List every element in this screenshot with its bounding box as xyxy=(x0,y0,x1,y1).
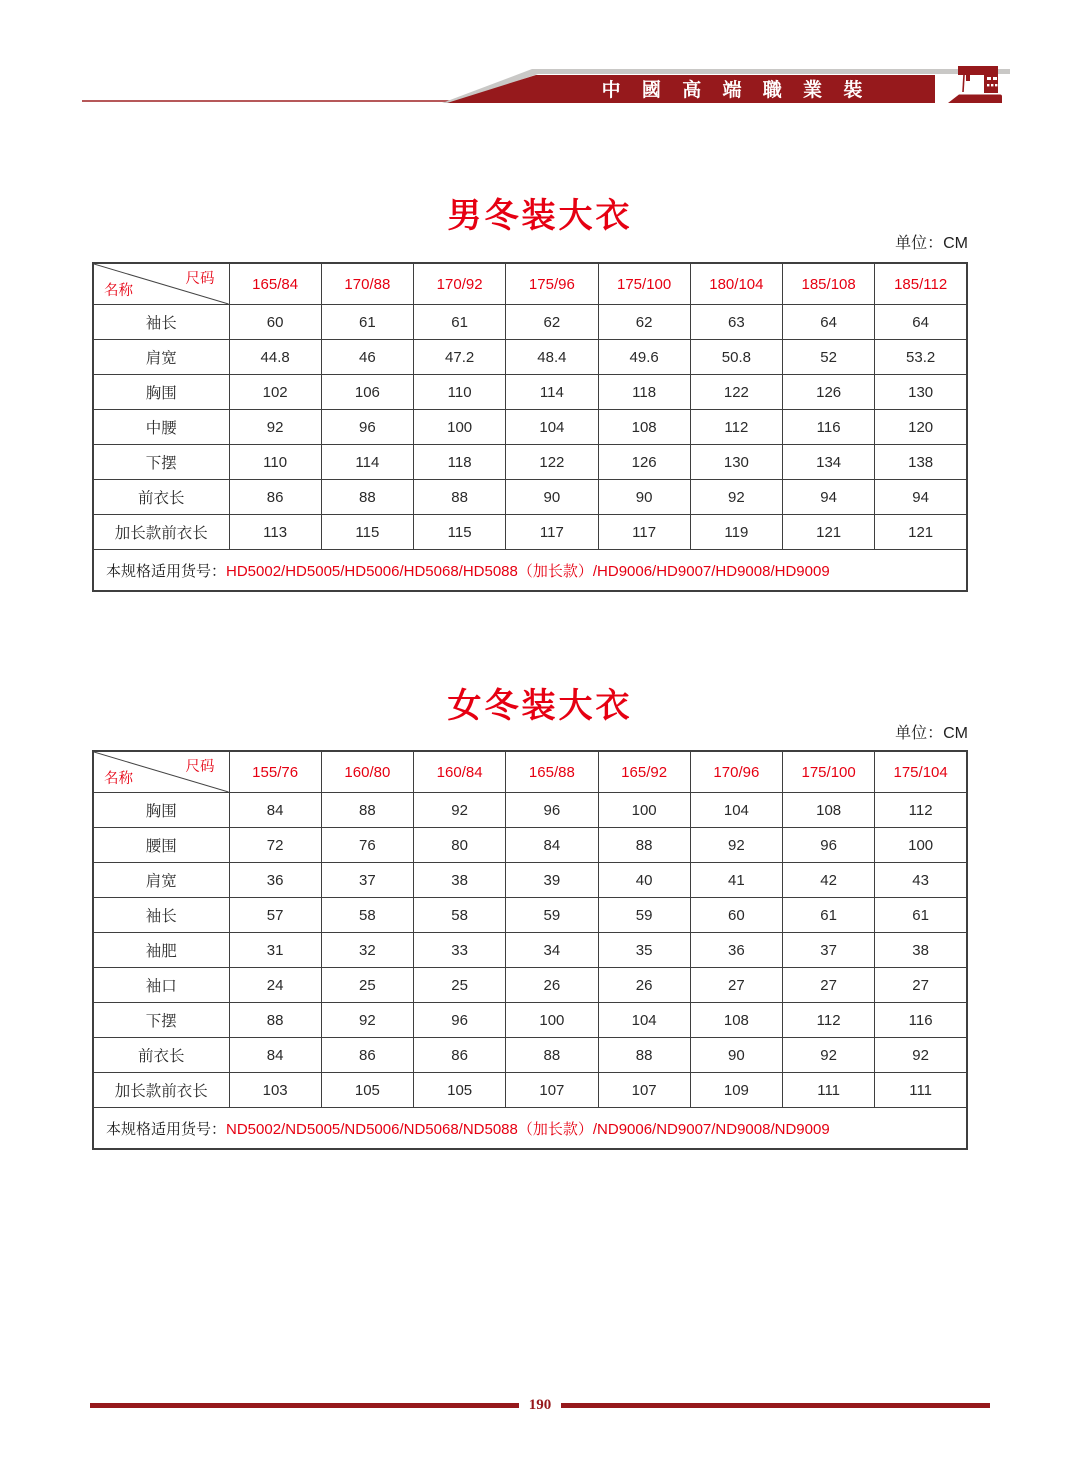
size-header-cell: 175/104 xyxy=(875,751,967,793)
footer-rule-left xyxy=(90,1403,519,1408)
measurement-value-cell: 59 xyxy=(506,898,598,933)
measurement-value-cell: 46 xyxy=(321,340,413,375)
corner-size-label: 尺码 xyxy=(185,759,215,775)
note-row xyxy=(93,1108,967,1150)
measurement-value-cell: 43 xyxy=(875,863,967,898)
mens-section-title: 男冬装大衣 xyxy=(447,197,633,235)
measurement-value-cell: 108 xyxy=(783,793,875,828)
measurement-value-cell: 84 xyxy=(229,1038,321,1073)
row-label: 前衣长 xyxy=(93,1038,229,1073)
measurement-value-cell: 112 xyxy=(783,1003,875,1038)
size-header-cell: 160/80 xyxy=(321,751,413,793)
measurement-value-cell: 104 xyxy=(690,793,782,828)
measurement-value-cell: 44.8 xyxy=(229,340,321,375)
measurement-row xyxy=(93,480,967,515)
measurement-value-cell: 88 xyxy=(598,828,690,863)
row-label: 胸围 xyxy=(93,793,229,828)
size-header-cell: 165/88 xyxy=(506,751,598,793)
measurement-value-cell: 61 xyxy=(783,898,875,933)
size-header-cell: 175/96 xyxy=(506,263,598,305)
measurement-value-cell: 110 xyxy=(414,375,506,410)
measurement-value-cell: 58 xyxy=(414,898,506,933)
measurement-value-cell: 62 xyxy=(598,305,690,340)
row-label: 胸围 xyxy=(93,375,229,410)
corner-name-label: 名称 xyxy=(104,771,133,787)
measurement-value-cell: 115 xyxy=(321,515,413,550)
size-header-cell: 170/96 xyxy=(690,751,782,793)
measurement-value-cell: 117 xyxy=(598,515,690,550)
measurement-value-cell: 36 xyxy=(690,933,782,968)
measurement-value-cell: 122 xyxy=(506,445,598,480)
measurement-value-cell: 92 xyxy=(229,410,321,445)
measurement-value-cell: 88 xyxy=(321,480,413,515)
note-item-numbers: ND5002/ND5005/ND5006/ND5068/ND5088（加长款）/ND9006/ND9007/ND9008/ND9009 xyxy=(226,1120,830,1138)
measurement-row xyxy=(93,515,967,550)
size-header-cell: 170/92 xyxy=(414,263,506,305)
measurement-value-cell: 114 xyxy=(506,375,598,410)
measurement-value-cell: 62 xyxy=(506,305,598,340)
size-header-cell: 155/76 xyxy=(229,751,321,793)
measurement-value-cell: 105 xyxy=(414,1073,506,1108)
measurement-value-cell: 117 xyxy=(506,515,598,550)
measurement-value-cell: 108 xyxy=(598,410,690,445)
measurement-value-cell: 138 xyxy=(875,445,967,480)
measurement-value-cell: 86 xyxy=(229,480,321,515)
measurement-row xyxy=(93,968,967,1003)
measurement-value-cell: 72 xyxy=(229,828,321,863)
measurement-value-cell: 36 xyxy=(229,863,321,898)
measurement-value-cell: 52 xyxy=(783,340,875,375)
measurement-row xyxy=(93,340,967,375)
banner-title: 中 國 高 端 職 業 裝 xyxy=(601,79,871,101)
measurement-value-cell: 84 xyxy=(506,828,598,863)
womens-size-table xyxy=(92,750,968,1150)
measurement-value-cell: 106 xyxy=(321,375,413,410)
measurement-value-cell: 105 xyxy=(321,1073,413,1108)
measurement-value-cell: 122 xyxy=(690,375,782,410)
measurement-row xyxy=(93,1073,967,1108)
measurement-value-cell: 48.4 xyxy=(506,340,598,375)
measurement-row xyxy=(93,305,967,340)
measurement-value-cell: 49.6 xyxy=(598,340,690,375)
measurement-value-cell: 64 xyxy=(783,305,875,340)
measurement-value-cell: 94 xyxy=(783,480,875,515)
row-label: 加长款前衣长 xyxy=(93,515,229,550)
measurement-row xyxy=(93,410,967,445)
measurement-value-cell: 126 xyxy=(783,375,875,410)
measurement-value-cell: 86 xyxy=(321,1038,413,1073)
measurement-value-cell: 100 xyxy=(414,410,506,445)
row-label: 肩宽 xyxy=(93,863,229,898)
measurement-value-cell: 104 xyxy=(506,410,598,445)
measurement-value-cell: 88 xyxy=(506,1038,598,1073)
mens-unit-label: 单位：CM xyxy=(895,235,968,252)
measurement-value-cell: 116 xyxy=(875,1003,967,1038)
measurement-value-cell: 100 xyxy=(506,1003,598,1038)
row-label: 下摆 xyxy=(93,1003,229,1038)
size-header-cell: 175/100 xyxy=(783,751,875,793)
page-footer xyxy=(90,1398,990,1413)
measurement-value-cell: 90 xyxy=(506,480,598,515)
row-label: 中腰 xyxy=(93,410,229,445)
measurement-value-cell: 92 xyxy=(414,793,506,828)
measurement-value-cell: 60 xyxy=(690,898,782,933)
measurement-value-cell: 118 xyxy=(414,445,506,480)
measurement-value-cell: 100 xyxy=(598,793,690,828)
measurement-value-cell: 116 xyxy=(783,410,875,445)
measurement-value-cell: 24 xyxy=(229,968,321,1003)
measurement-value-cell: 94 xyxy=(875,480,967,515)
measurement-value-cell: 96 xyxy=(783,828,875,863)
measurement-value-cell: 96 xyxy=(321,410,413,445)
corner-name-label: 名称 xyxy=(104,283,133,299)
measurement-value-cell: 27 xyxy=(875,968,967,1003)
measurement-value-cell: 38 xyxy=(414,863,506,898)
size-header-cell: 165/92 xyxy=(598,751,690,793)
note-row xyxy=(93,550,967,592)
measurement-value-cell: 26 xyxy=(598,968,690,1003)
measurement-value-cell: 33 xyxy=(414,933,506,968)
measurement-value-cell: 92 xyxy=(875,1038,967,1073)
mens-size-table xyxy=(92,262,968,592)
measurement-value-cell: 86 xyxy=(414,1038,506,1073)
row-label: 加长款前衣长 xyxy=(93,1073,229,1108)
measurement-value-cell: 120 xyxy=(875,410,967,445)
measurement-value-cell: 107 xyxy=(506,1073,598,1108)
measurement-value-cell: 35 xyxy=(598,933,690,968)
size-header-cell: 160/84 xyxy=(414,751,506,793)
measurement-value-cell: 96 xyxy=(414,1003,506,1038)
measurement-value-cell: 104 xyxy=(598,1003,690,1038)
measurement-value-cell: 76 xyxy=(321,828,413,863)
corner-cell xyxy=(93,751,229,793)
measurement-value-cell: 88 xyxy=(321,793,413,828)
measurement-value-cell: 57 xyxy=(229,898,321,933)
corner-size-label: 尺码 xyxy=(185,271,215,287)
measurement-row xyxy=(93,793,967,828)
corner-cell xyxy=(93,263,229,305)
row-label: 袖口 xyxy=(93,968,229,1003)
row-label: 腰围 xyxy=(93,828,229,863)
measurement-value-cell: 59 xyxy=(598,898,690,933)
measurement-row xyxy=(93,375,967,410)
measurement-value-cell: 37 xyxy=(783,933,875,968)
measurement-value-cell: 113 xyxy=(229,515,321,550)
measurement-row xyxy=(93,828,967,863)
measurement-value-cell: 92 xyxy=(690,828,782,863)
measurement-value-cell: 47.2 xyxy=(414,340,506,375)
size-header-cell: 180/104 xyxy=(690,263,782,305)
measurement-value-cell: 40 xyxy=(598,863,690,898)
womens-unit-label: 单位：CM xyxy=(895,725,968,742)
measurement-value-cell: 119 xyxy=(690,515,782,550)
womens-section-title: 女冬装大衣 xyxy=(447,687,633,725)
measurement-value-cell: 118 xyxy=(598,375,690,410)
size-header-cell: 170/88 xyxy=(321,263,413,305)
size-header-cell: 185/108 xyxy=(783,263,875,305)
measurement-row xyxy=(93,1003,967,1038)
note-item-numbers: HD5002/HD5005/HD5006/HD5068/HD5088（加长款）/HD9006/HD9007/HD9008/HD9009 xyxy=(226,562,830,580)
page-number: 190 xyxy=(528,1397,552,1413)
measurement-value-cell: 121 xyxy=(783,515,875,550)
measurement-row xyxy=(93,933,967,968)
row-label: 袖长 xyxy=(93,305,229,340)
footer-rule-right xyxy=(561,1403,990,1408)
note-label: 本规格适用货号： xyxy=(106,1120,227,1138)
measurement-value-cell: 88 xyxy=(414,480,506,515)
size-header-cell: 175/100 xyxy=(598,263,690,305)
measurement-value-cell: 64 xyxy=(875,305,967,340)
measurement-value-cell: 90 xyxy=(598,480,690,515)
applicable-items-note xyxy=(93,550,967,592)
measurement-value-cell: 112 xyxy=(875,793,967,828)
measurement-value-cell: 84 xyxy=(229,793,321,828)
size-header-row xyxy=(93,263,967,305)
measurement-value-cell: 126 xyxy=(598,445,690,480)
measurement-value-cell: 103 xyxy=(229,1073,321,1108)
measurement-value-cell: 32 xyxy=(321,933,413,968)
measurement-value-cell: 114 xyxy=(321,445,413,480)
applicable-items-note xyxy=(93,1108,967,1150)
measurement-value-cell: 111 xyxy=(875,1073,967,1108)
measurement-value-cell: 27 xyxy=(690,968,782,1003)
measurement-value-cell: 53.2 xyxy=(875,340,967,375)
measurement-value-cell: 60 xyxy=(229,305,321,340)
measurement-value-cell: 112 xyxy=(690,410,782,445)
measurement-value-cell: 107 xyxy=(598,1073,690,1108)
measurement-value-cell: 31 xyxy=(229,933,321,968)
measurement-row xyxy=(93,863,967,898)
measurement-value-cell: 90 xyxy=(690,1038,782,1073)
measurement-value-cell: 115 xyxy=(414,515,506,550)
measurement-value-cell: 34 xyxy=(506,933,598,968)
measurement-value-cell: 50.8 xyxy=(690,340,782,375)
measurement-value-cell: 42 xyxy=(783,863,875,898)
measurement-value-cell: 109 xyxy=(690,1073,782,1108)
measurement-value-cell: 63 xyxy=(690,305,782,340)
measurement-value-cell: 58 xyxy=(321,898,413,933)
measurement-value-cell: 108 xyxy=(690,1003,782,1038)
note-label: 本规格适用货号： xyxy=(106,562,227,580)
measurement-value-cell: 111 xyxy=(783,1073,875,1108)
sewing-machine-icon xyxy=(944,61,1006,107)
measurement-value-cell: 26 xyxy=(506,968,598,1003)
measurement-value-cell: 38 xyxy=(875,933,967,968)
size-header-cell: 165/84 xyxy=(229,263,321,305)
measurement-value-cell: 130 xyxy=(690,445,782,480)
measurement-value-cell: 80 xyxy=(414,828,506,863)
size-header-row xyxy=(93,751,967,793)
row-label: 前衣长 xyxy=(93,480,229,515)
measurement-value-cell: 61 xyxy=(414,305,506,340)
measurement-value-cell: 39 xyxy=(506,863,598,898)
measurement-value-cell: 25 xyxy=(414,968,506,1003)
measurement-value-cell: 92 xyxy=(690,480,782,515)
row-label: 袖肥 xyxy=(93,933,229,968)
measurement-row xyxy=(93,1038,967,1073)
measurement-value-cell: 92 xyxy=(783,1038,875,1073)
measurement-value-cell: 88 xyxy=(598,1038,690,1073)
measurement-row xyxy=(93,445,967,480)
measurement-value-cell: 121 xyxy=(875,515,967,550)
measurement-row xyxy=(93,898,967,933)
measurement-value-cell: 37 xyxy=(321,863,413,898)
measurement-value-cell: 130 xyxy=(875,375,967,410)
measurement-value-cell: 61 xyxy=(321,305,413,340)
measurement-value-cell: 110 xyxy=(229,445,321,480)
size-header-cell: 185/112 xyxy=(875,263,967,305)
measurement-value-cell: 88 xyxy=(229,1003,321,1038)
row-label: 肩宽 xyxy=(93,340,229,375)
row-label: 下摆 xyxy=(93,445,229,480)
measurement-value-cell: 100 xyxy=(875,828,967,863)
measurement-value-cell: 92 xyxy=(321,1003,413,1038)
measurement-value-cell: 25 xyxy=(321,968,413,1003)
measurement-value-cell: 96 xyxy=(506,793,598,828)
row-label: 袖长 xyxy=(93,898,229,933)
measurement-value-cell: 27 xyxy=(783,968,875,1003)
measurement-value-cell: 41 xyxy=(690,863,782,898)
measurement-value-cell: 134 xyxy=(783,445,875,480)
measurement-value-cell: 61 xyxy=(875,898,967,933)
measurement-value-cell: 102 xyxy=(229,375,321,410)
